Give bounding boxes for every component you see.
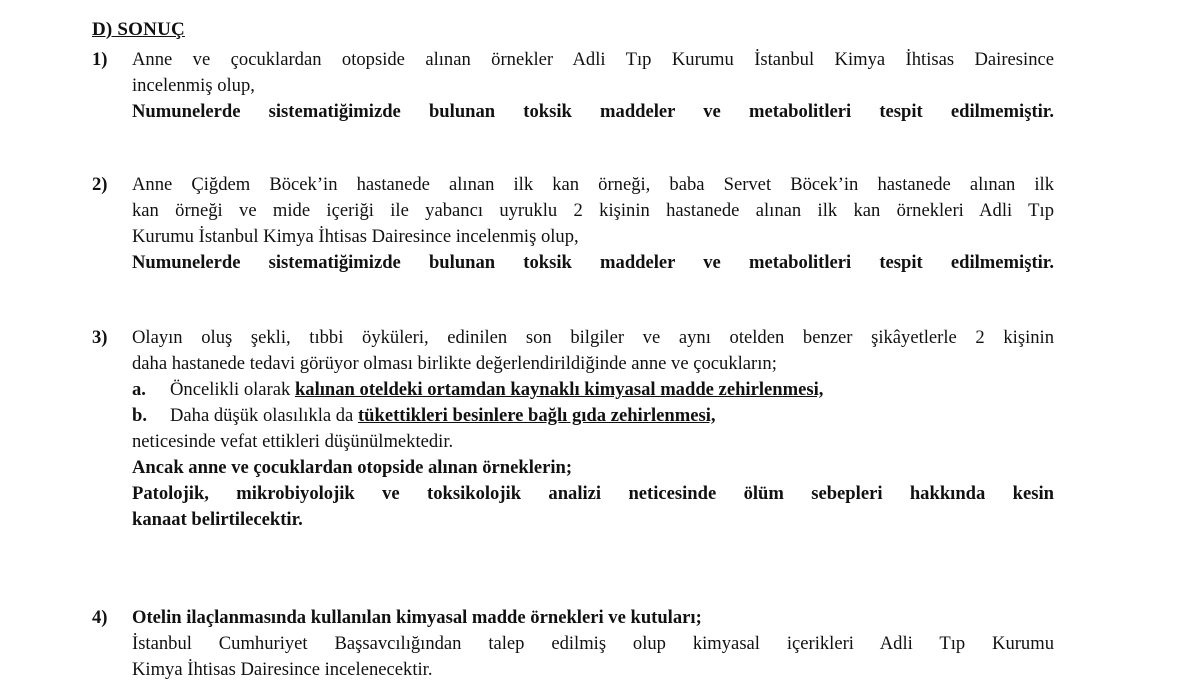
- item-bold-finding: Numunelerde sistematiğimizde bulunan toksik maddeler ve metabolitleri tespit edilmemiştir.: [132, 101, 1054, 122]
- item-text-line: daha hastanede tedavi görüyor olması birlikte değerlendirildiğinde anne ve çocukların;: [132, 353, 777, 374]
- item-bold-finding: Numunelerde sistematiğimizde bulunan toksik maddeler ve metabolitleri tespit edilmemiştir.: [132, 252, 1054, 273]
- item-text-line: Anne Çiğdem Böcek’in hastanede alınan ilk kan örneği, baba Servet Böcek’in hastanede alınan ilk: [132, 174, 1054, 195]
- sub-item-underlined: kalınan oteldeki ortamdan kaynaklı kimyasal madde zehirlenmesi,: [294, 379, 824, 400]
- item-text-line: Anne ve çocuklardan otopside alınan örnekler Adli Tıp Kurumu İstanbul Kimya İhtisas Dairesince: [132, 49, 1054, 70]
- item-bold-line: Patolojik, mikrobiyolojik ve toksikolojik analizi neticesinde ölüm sebepleri hakkında kesin: [132, 483, 1054, 504]
- item-text-line: Kurumu İstanbul Kimya İhtisas Dairesince incelenmiş olup,: [132, 226, 579, 247]
- item-text-line: kan örneği ve mide içeriği ile yabancı uyruklu 2 kişinin hastanede alınan ilk kan örnekleri Adli Tıp: [132, 200, 1054, 221]
- item-number: 3): [92, 327, 108, 348]
- item-text-line: Kimya İhtisas Dairesince incelenecektir.: [132, 659, 433, 680]
- item-text-line: incelenmiş olup,: [132, 75, 255, 96]
- conclusion-item-4: [92, 605, 1054, 683]
- sub-item-b: [132, 403, 1054, 429]
- sub-item-a: [132, 377, 1054, 403]
- sub-item-text: Daha düşük olasılıkla da: [170, 405, 358, 426]
- item-bold-line: Ancak anne ve çocuklardan otopside alınan örneklerin;: [132, 457, 573, 478]
- item-bold-line: Otelin ilaçlanmasında kullanılan kimyasal madde örnekleri ve kutuları;: [132, 607, 702, 628]
- conclusion-item-3: [92, 325, 1054, 533]
- conclusion-item-1: [92, 47, 1054, 125]
- section-heading: D) SONUÇ: [92, 19, 185, 40]
- item-number: 1): [92, 49, 108, 70]
- item-text-line: İstanbul Cumhuriyet Başsavcılığından talep edilmiş olup kimyasal içerikleri Adli Tıp Kurumu: [132, 633, 1054, 654]
- item-number: 2): [92, 174, 108, 195]
- conclusion-item-2: [92, 172, 1054, 276]
- sub-item-text: Öncelikli olarak: [170, 379, 295, 400]
- sub-item-letter: a.: [132, 379, 146, 400]
- item-text-line: Olayın oluş şekli, tıbbi öyküleri, edinilen son bilgiler ve aynı otelden benzer şikâyetlerle 2 kişinin: [132, 327, 1054, 348]
- sub-item-letter: b.: [132, 405, 147, 426]
- sub-item-underlined: tükettikleri besinlere bağlı gıda zehirlenmesi,: [357, 405, 716, 426]
- item-text-line: neticesinde vefat ettikleri düşünülmektedir.: [132, 431, 454, 452]
- item-number: 4): [92, 607, 108, 628]
- item-bold-line: kanaat belirtilecektir.: [132, 509, 303, 530]
